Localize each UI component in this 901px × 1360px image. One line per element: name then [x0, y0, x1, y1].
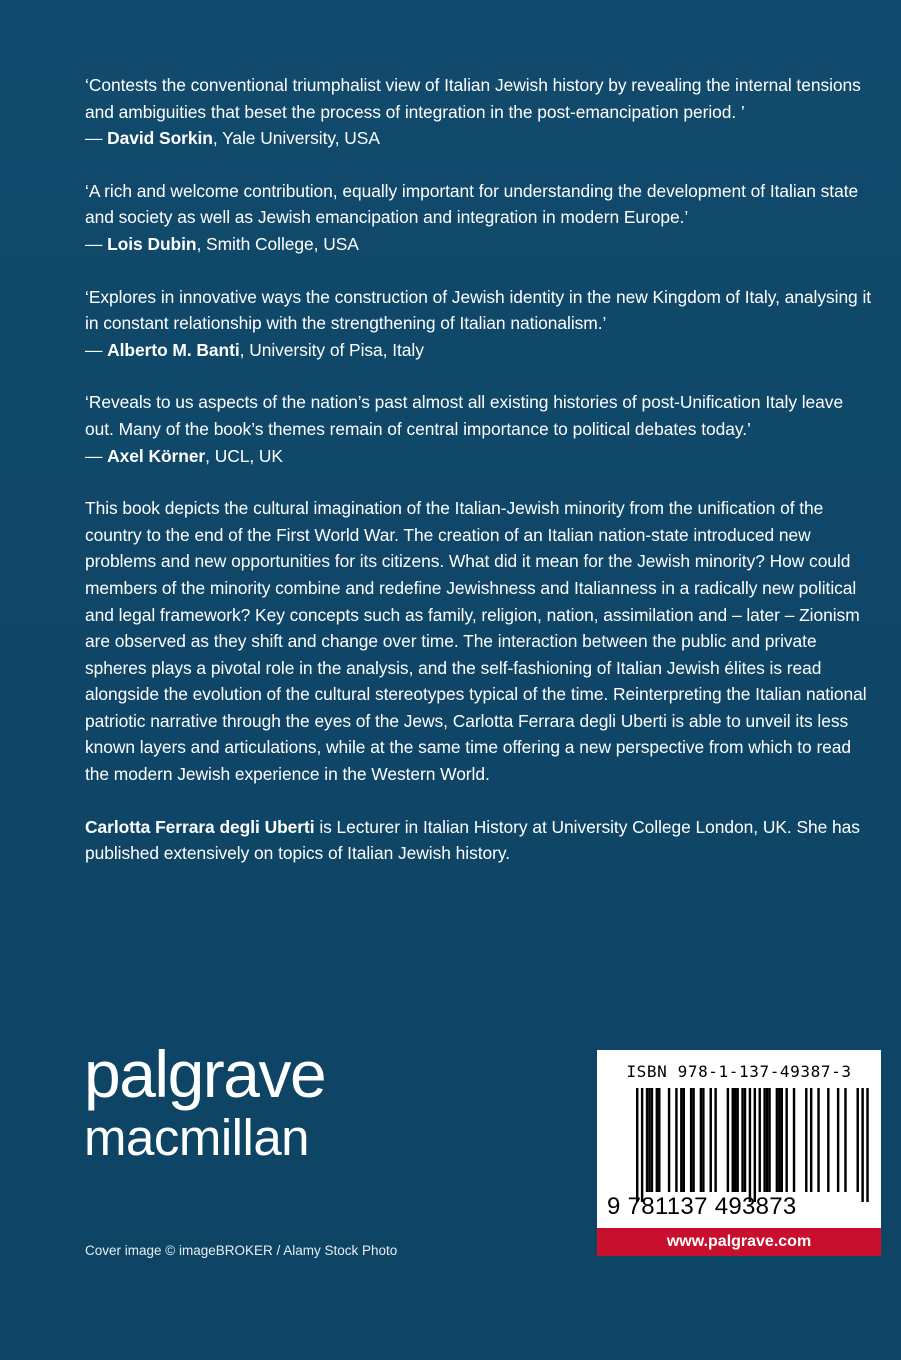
quote-attribution [85, 125, 875, 152]
barcode-panel [597, 1050, 881, 1228]
barcode-bar [749, 1088, 751, 1202]
quote-attribution [85, 231, 875, 258]
barcode-bar [817, 1088, 819, 1192]
barcode-bar [736, 1088, 738, 1192]
cover-image-credit: Cover image © imageBROKER / Alamy Stock Photo [85, 1243, 398, 1258]
quote-author: David Sorkin [107, 128, 213, 149]
barcode-bar [656, 1088, 658, 1192]
quote-dash: — [85, 445, 108, 466]
barcode-bar [857, 1088, 859, 1192]
barcode-bar [827, 1088, 829, 1192]
barcode-bar [759, 1088, 761, 1192]
barcode-bar [861, 1088, 863, 1202]
barcode-bar [648, 1088, 650, 1192]
barcode-bar [763, 1088, 765, 1192]
quote-author: Alberto M. Banti [107, 339, 240, 360]
book-description: This book depicts the cultural imagination of the Italian-Jewish minority from the unification of the country to the end of the First World War. The creation of an Italian nation-state introduced new problems and new opportunities for its citizens. What did it mean for the Jewish minority? How could members of the minority combine and redefine Jewishness and Italianness in a radically new political and legal framework? Key concepts such as family, religion, nation, assimilation and – later – Zionism are observed as they shift and change over time. The interaction between the public and private spheres plays a pivotal role in the analysis, and the self-fashioning of Italian Jewish élites is read alongside the evolution of the cultural stereotypes typical of the time. Reinterpreting the Italian national patriotic narrative through the eyes of the Jews, Carlotta Ferrara degli Uberti is able to unveil its less known layers and articulations, while at the same time offering a new perspective from which to read the modern Jewish experience in the Western World. [85, 498, 867, 785]
quote-text: ‘A rich and welcome contribution, equally important for understanding the development of Italian state and society as well as Jewish emancipation and integration in modern Europe.’ [85, 180, 859, 228]
quote-affiliation: , Smith College, USA [196, 233, 359, 254]
barcode-bar [810, 1088, 812, 1192]
quote-attribution [85, 337, 875, 364]
endorsement-quote [85, 178, 875, 258]
barcode-bar [636, 1088, 638, 1202]
publisher-logo [84, 1037, 404, 1168]
barcode-bar [778, 1088, 780, 1192]
barcode-bar [675, 1088, 677, 1192]
barcode-bar [766, 1088, 768, 1192]
quote-affiliation: , University of Pisa, Italy [239, 339, 424, 360]
quote-affiliation: , UCL, UK [205, 445, 283, 466]
barcode-bar [837, 1088, 839, 1192]
barcode-bar [702, 1088, 704, 1192]
endorsement-quote [85, 72, 875, 152]
barcode-bar [793, 1088, 795, 1192]
barcode-bar [844, 1088, 846, 1192]
endorsement-quote [85, 389, 875, 469]
quote-text: ‘Reveals to us aspects of the nation’s past almost all existing histories of post-Unification Italy leave out. Many of the book’s themes remain of central importance to political debates today.’ [85, 392, 844, 439]
publisher-website: www.palgrave.com [597, 1228, 881, 1256]
quote-author: Lois Dubin [107, 233, 197, 254]
barcode-bar [692, 1088, 694, 1192]
author-name: Carlotta Ferrara degli Uberti [85, 816, 315, 837]
barcode-bar [734, 1088, 736, 1192]
quote-attribution [85, 443, 875, 470]
quote-text: ‘Contests the conventional triumphalist view of Italian Jewish history by revealing the internal tensions and ambiguities that beset the process of integration in the post-emancipation period. ’ [85, 75, 861, 122]
barcode-bar [646, 1088, 648, 1192]
quote-dash: — [85, 339, 108, 360]
barcode-bar [805, 1088, 807, 1192]
quote-affiliation: , Yale University, USA [212, 128, 380, 149]
barcode-bar [727, 1088, 729, 1192]
barcode-bar [658, 1088, 660, 1192]
endorsement-quote [85, 284, 875, 364]
barcode-bar [714, 1088, 716, 1192]
author-bio-text: is Lecturer in Italian History at University College London, UK. She has published extensively on topics of Italian Jewish history. [85, 816, 860, 864]
barcode-bar [668, 1088, 670, 1192]
barcode-bar [641, 1088, 643, 1202]
barcode-bar [781, 1088, 783, 1192]
quote-text: ‘Explores in innovative ways the construction of Jewish identity in the new Kingdom of Italy, analysing it in constant relationship with the strengthening of Italian nationalism.’ [85, 286, 872, 334]
barcode-bar [776, 1088, 778, 1192]
barcode-bar [741, 1088, 743, 1192]
quote-dash: — [85, 233, 108, 254]
quote-author: Axel Körner [107, 445, 206, 466]
isbn-label: ISBN 978-1-137-49387-3 [626, 1062, 852, 1081]
back-cover-text [85, 72, 875, 867]
barcode-bar [866, 1088, 868, 1202]
barcode-bar [700, 1088, 702, 1192]
barcode-bar [744, 1088, 746, 1192]
barcode-bar [683, 1088, 685, 1192]
barcode-bar [768, 1088, 770, 1192]
barcode-bar [732, 1088, 734, 1192]
publisher-logo-macmillan: macmillan [84, 1109, 310, 1166]
quote-dash: — [85, 128, 108, 149]
publisher-logo-palgrave: palgrave [84, 1037, 326, 1111]
barcode-bar [690, 1088, 692, 1192]
barcode-bar [785, 1088, 787, 1192]
author-bio [85, 814, 875, 867]
barcode-bar [680, 1088, 682, 1192]
barcode-bar [754, 1088, 756, 1202]
barcode-digits: 9 781137 493873 [607, 1193, 797, 1220]
barcode-bar [710, 1088, 712, 1192]
barcode-bar [651, 1088, 653, 1192]
